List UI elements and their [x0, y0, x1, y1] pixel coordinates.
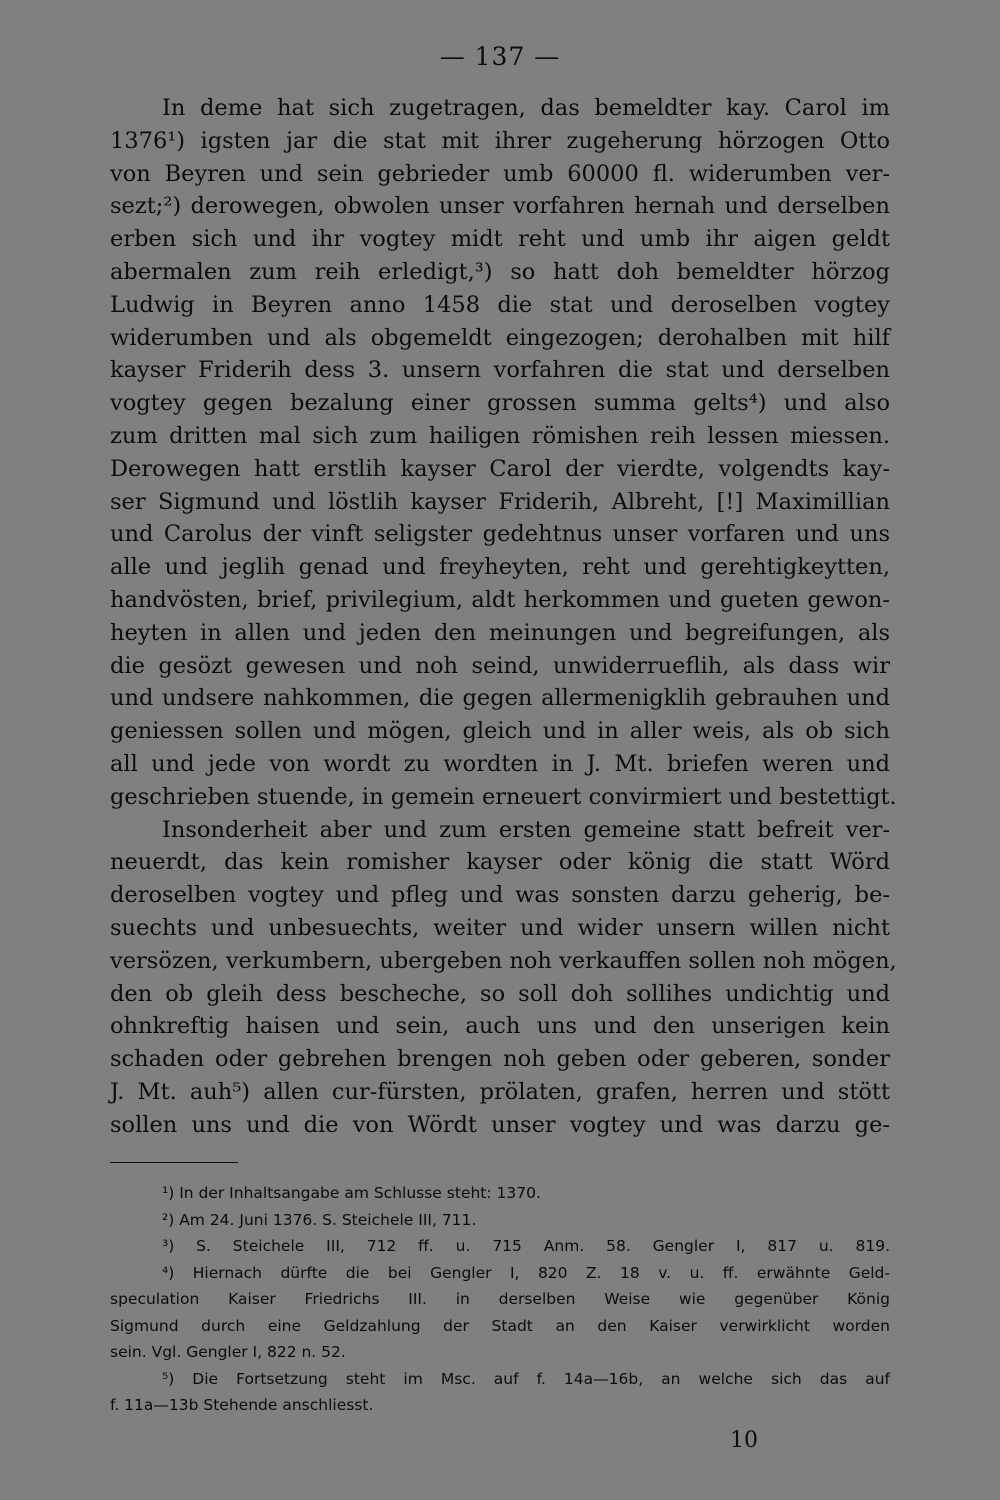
text-line: ohnkreftig haisen und sein, auch uns und den unserigen kein: [110, 1013, 890, 1040]
text-line: sezt;²) derowegen, obwolen unser vorfahren hernah und derselben: [110, 193, 890, 220]
footnote-line: ⁵) Die Fortsetzung steht im Msc. auf f. 14a—16b, an welche sich das auf: [162, 1369, 890, 1388]
text-line: deroselben vogtey und pfleg und was sonsten darzu geherig, be-: [110, 882, 890, 909]
text-line: vogtey gegen bezalung einer grossen summa gelts⁴) und also: [110, 390, 890, 417]
text-line: sollen uns und die von Wördt unser vogtey und was darzu ge-: [110, 1111, 890, 1138]
text-line: J. Mt. auh⁵) allen cur-fürsten, prölaten, grafen, herren und stött: [110, 1078, 890, 1105]
text-line: neuerdt, das kein romisher kayser oder könig die statt Wörd: [110, 849, 890, 876]
text-line: all und jede von wordt zu wordten in J. Mt. briefen weren und: [110, 750, 890, 777]
text-line: widerumben und als obgemeldt eingezogen; derohalben mit hilf: [110, 324, 890, 351]
footnote-line: speculation Kaiser Friedrichs III. in derselben Weise wie gegenüber König: [110, 1290, 890, 1308]
signature-mark: 10: [730, 1428, 758, 1453]
footnote-line: sein. Vgl. Gengler I, 822 n. 52.: [110, 1343, 346, 1361]
text-line: und Carolus der vinft seligster gedehtnus unser vorfaren und uns: [110, 521, 890, 548]
text-line: versözen, verkumbern, ubergeben noh verkauffen sollen noh mögen,: [110, 947, 897, 974]
footnote-line: f. 11a—13b Stehende anschliesst.: [110, 1396, 374, 1414]
text-line: Insonderheit aber und zum ersten gemeine statt befreit ver-: [162, 816, 890, 843]
footnote-line: Sigmund durch eine Geldzahlung der Stadt an den Kaiser verwirklicht worden: [110, 1316, 890, 1335]
footnote-line: ⁴) Hiernach dürfte die bei Gengler I, 820 Z. 18 v. u. ff. erwähnte Geld-: [162, 1263, 890, 1282]
footnote-line: ³) S. Steichele III, 712 ff. u. 715 Anm. 58. Gengler I, 817 u. 819.: [162, 1237, 890, 1255]
text-line: Derowegen hatt erstlih kayser Carol der vierdte, volgendts kay-: [110, 455, 890, 482]
footnote-line: ¹) In der Inhaltsangabe am Schlusse steht: 1370.: [162, 1184, 541, 1202]
text-line: geschrieben stuende, in gemein erneuert convirmiert und bestettigt.: [110, 783, 897, 810]
text-line: suechts und unbesuechts, weiter und wider unsern willen nicht: [110, 914, 890, 941]
text-line: erben sich und ihr vogtey midt reht und umb ihr aigen geldt: [110, 226, 890, 253]
text-line: handvösten, brief, privilegium, aldt herkommen und gueten gewon-: [110, 586, 890, 613]
text-line: die gesözt gewesen und noh seind, unwiderrueflih, als dass wir: [110, 652, 890, 679]
text-line: heyten in allen und jeden den meinungen und begreifungen, als: [110, 619, 890, 646]
text-line: den ob gleih dess bescheche, so soll doh sollihes undichtig und: [110, 980, 890, 1007]
text-line: von Beyren und sein gebrieder umb 60000 fl. widerumben ver-: [110, 160, 890, 187]
text-line: kayser Friderih dess 3. unsern vorfahren die stat und derselben: [110, 357, 890, 384]
text-line: 1376¹) igsten jar die stat mit ihrer zugeherung hörzogen Otto: [110, 127, 890, 154]
main-text: [110, 92, 897, 1142]
footnote-separator: [110, 1162, 238, 1163]
text-line: In deme hat sich zugetragen, das bemeldter kay. Carol im: [162, 95, 890, 121]
page-number: — 137 —: [439, 42, 561, 71]
text-line: und undsere nahkommen, die gegen allermenigklih gebrauhen und: [110, 685, 890, 712]
footnotes: [110, 1180, 890, 1419]
text-line: zum dritten mal sich zum hailigen römishen reih lessen miessen.: [110, 422, 890, 449]
footnote-line: ²) Am 24. Juni 1376. S. Steichele III, 711.: [162, 1210, 477, 1229]
text-line: abermalen zum reih erledigt,³) so hatt doh bemeldter hörzog: [110, 258, 890, 285]
text-line: Ludwig in Beyren anno 1458 die stat und deroselben vogtey: [110, 291, 890, 318]
text-line: schaden oder gebrehen brengen noh geben oder geberen, sonder: [110, 1046, 890, 1073]
text-line: geniessen sollen und mögen, gleich und in aller weis, als ob sich: [110, 718, 890, 745]
text-line: alle und jeglih genad und freyheyten, reht und gerehtigkeytten,: [110, 554, 890, 581]
text-line: ser Sigmund und löstlih kayser Friderih, Albreht, [!] Maximillian: [110, 488, 890, 515]
